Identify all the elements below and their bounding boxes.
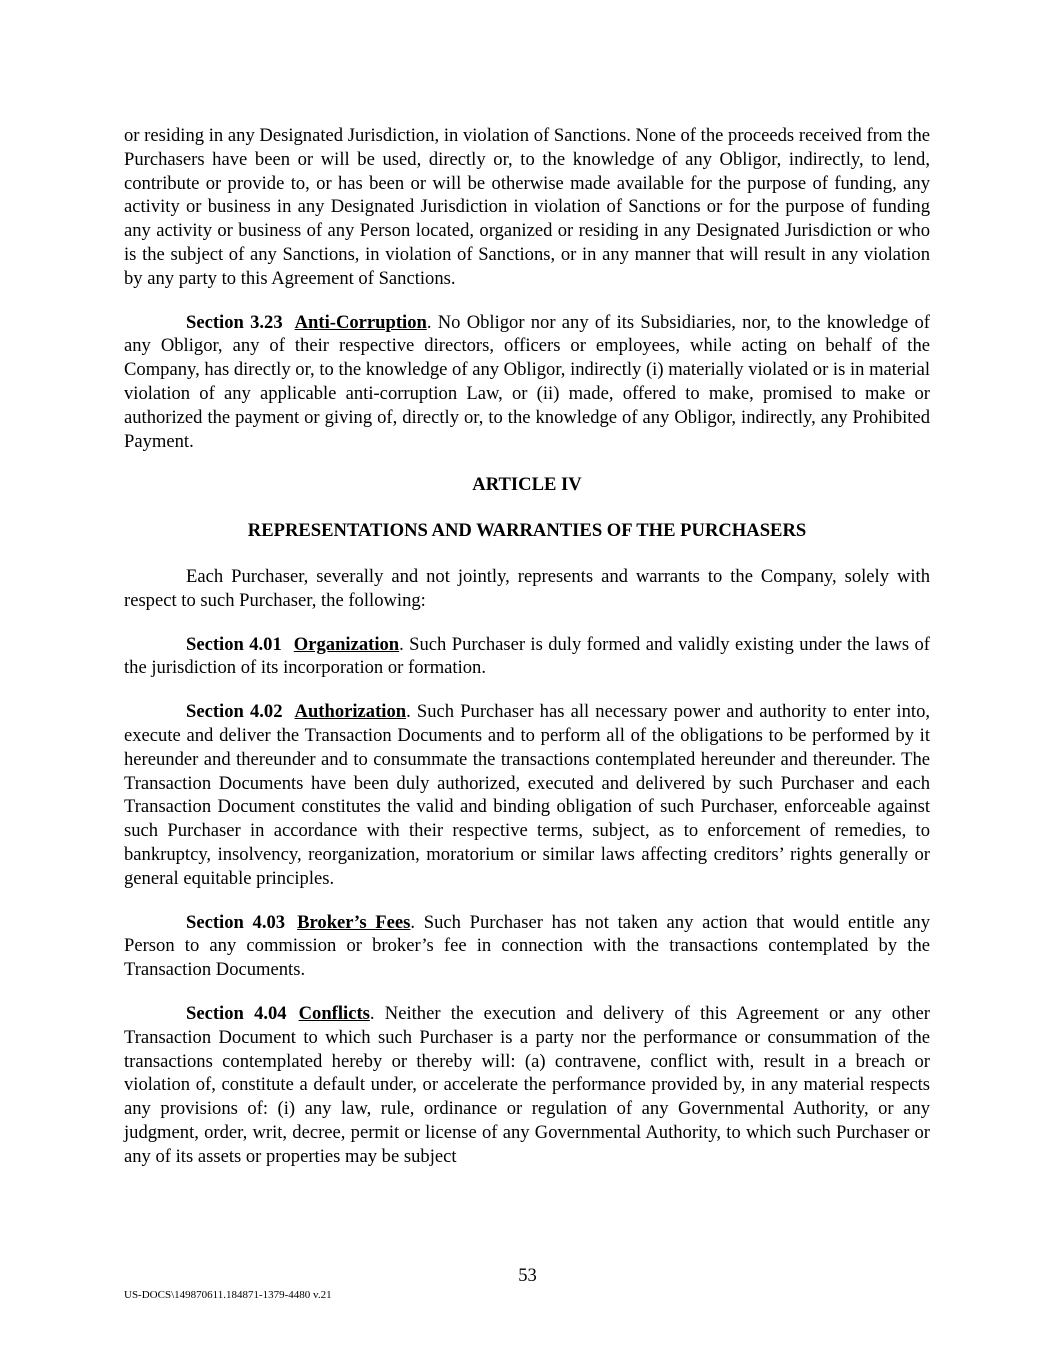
page-number: 53 — [518, 1265, 537, 1286]
section-title: Anti-Corruption — [294, 311, 427, 333]
section-body: . Such Purchaser has not taken any action that would entitle any Person to any commission or broker’s fee in connection with the transactions contemplated by the Transaction Documents. — [124, 911, 930, 981]
article-number-heading: ARTICLE IV — [472, 474, 582, 496]
section-title: Conflicts — [298, 1002, 370, 1024]
section-number: Section 4.02 — [186, 701, 283, 723]
section-body: . Neither the execution and delivery of this Agreement or any other Transaction Document to which such Purchaser is a party nor the performance or consummation of the transactions contemplated hereby or thereby will: (a) contravene, conflict with, result in a breach or violation of, constitute a default under, or accelerate the performance provided by, in any material respects any provisions of: (i) any law, rule, ordinance or regulation of any Governmental Authority, or any judgment, order, writ, decree, permit or license of any Governmental Authority, to which such Purchaser or any of its assets or properties may be subject — [124, 1002, 930, 1167]
document-id: US-DOCS\149870611.184871-1379-4480 v.21 — [124, 1289, 332, 1301]
section-number: Section 4.01 — [186, 633, 282, 655]
section-title: Organization — [293, 633, 400, 655]
section-4-01-paragraph — [124, 633, 930, 681]
section-title: Broker’s Fees — [297, 911, 411, 933]
section-4-04-paragraph — [124, 1002, 930, 1169]
document-body — [124, 124, 930, 1188]
section-3-23-paragraph — [124, 311, 930, 454]
section-title: Authorization — [294, 701, 407, 723]
section-body: . No Obligor nor any of its Subsidiaries, nor, to the knowledge of any Obligor, any of their respective directors, officers or employees, while acting on behalf of the Company, has directly or, to the knowledge of any Obligor, indirectly (i) materially violated or is in material violation of any applicable anti-corruption Law, or (ii) made, offered to make, promised to make or authorized the payment or giving of, directly or, to the knowledge of any Obligor, indirectly, any Prohibited Payment. — [124, 311, 930, 452]
section-body: . Such Purchaser has all necessary power and authority to enter into, execute and deliver the Transaction Documents and to perform all of the obligations to be performed by it hereunder and thereunder and to consummate the transactions contemplated hereunder and thereunder. The Transaction Documents have been duly authorized, executed and delivered by such Purchaser and each Transaction Document constitutes the valid and binding obligation of such Purchaser, enforceable against such Purchaser in accordance with their respective terms, subject, as to enforcement of remedies, to bankruptcy, insolvency, reorganization, moratorium or similar laws affecting creditors’ rights generally or general equitable principles. — [124, 701, 931, 889]
article-intro-paragraph: Each Purchaser, severally and not jointly, represents and warrants to the Company, solely with respect to such Purchaser, the following: — [124, 565, 930, 611]
section-number: Section 4.03 — [186, 911, 286, 933]
section-number: Section 4.04 — [186, 1002, 287, 1024]
section-4-03-paragraph — [124, 911, 930, 982]
section-number: Section 3.23 — [186, 311, 283, 333]
article-title-heading: REPRESENTATIONS AND WARRANTIES OF THE PURCHASERS — [247, 520, 807, 542]
section-body: . Such Purchaser is duly formed and validly existing under the laws of the jurisdiction of its incorporation or formation. — [124, 633, 930, 679]
continuation-paragraph: or residing in any Designated Jurisdiction, in violation of Sanctions. None of the proceeds received from the Purchasers have been or will be used, directly or, to the knowledge of any Obligor, indirectly, to lend, contribute or provide to, or has been or will be otherwise made available for the purpose of funding, any activity or business in any Designated Jurisdiction in violation of Sanctions or for the purpose of funding any activity or business of any Person located, organized or residing in any Designated Jurisdiction or who is the subject of any Sanctions, in violation of Sanctions, or in any manner that will result in any violation by any party to this Agreement of Sanctions. — [124, 125, 930, 289]
section-4-02-paragraph — [124, 700, 930, 890]
